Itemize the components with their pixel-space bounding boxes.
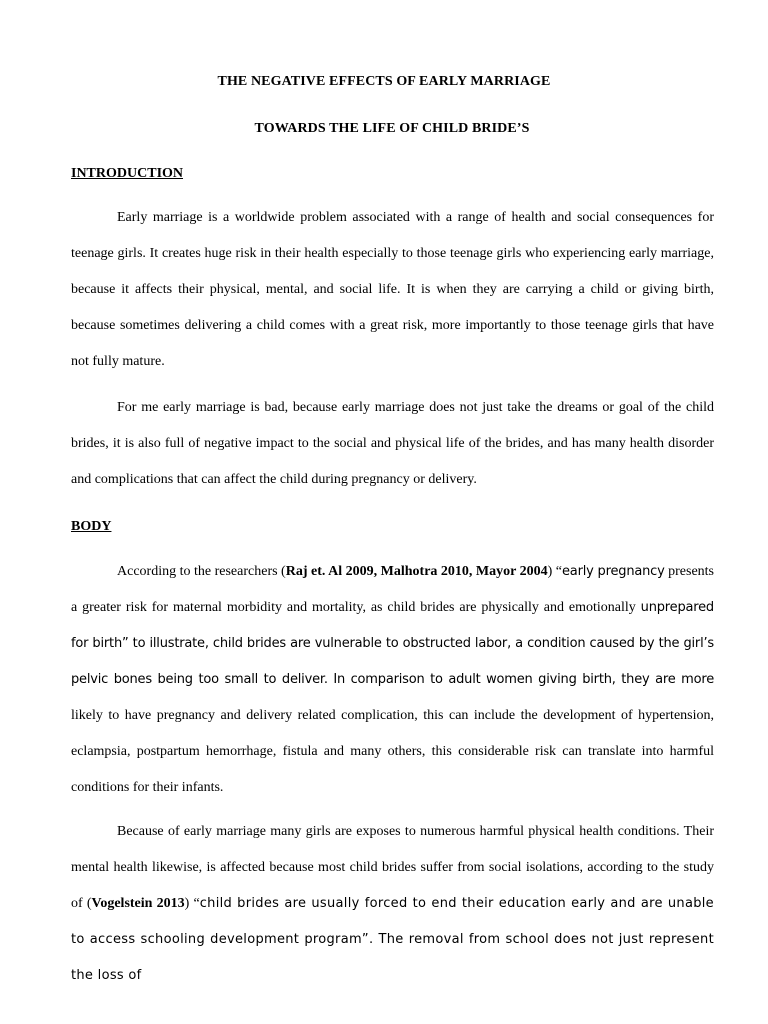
body-paragraph-1-lead: According to the researchers ( (117, 564, 286, 579)
quote-early-pregnancy: early pregnancy (562, 564, 665, 579)
citation-raj-malhotra-mayor: Raj et. Al 2009, Malhotra 2010, Mayor 2004 (285, 564, 548, 579)
body-paragraph-1-quote-rest: unprepared for birth” to illustrate, child brides are vulnerable to obstructed labor, a condition caused by the girl’s pelvic bones being too small to deliver. In comparison to adult women giving birth, they are more (71, 600, 714, 687)
body-paragraph-2-lead: Because of early marriage many girls are exposes to numerous harmful physical health conditions. Their mental health likewise, is affected because most child brides suffer from social isolations, according to the study of ( (71, 824, 714, 911)
intro-paragraph-1: Early marriage is a worldwide problem associated with a range of health and social consequences for teenage girls. It creates huge risk in their health especially to those teenage girls who experiencing early marriage, because it affects their physical, mental, and social life. It is when they are carrying a child or giving birth, because sometimes delivering a child comes with a great risk, more importantly to those teenage girls that have not fully mature. (71, 210, 714, 369)
body-paragraph-2-after-citation: ) “ (184, 896, 200, 911)
document-title: THE NEGATIVE EFFECTS OF EARLY MARRIAGE (217, 74, 551, 89)
citation-vogelstein: Vogelstein 2013 (91, 896, 185, 911)
body-paragraph-1-after-citation: ) “ (547, 564, 562, 579)
body-paragraph-2 (71, 814, 714, 994)
quote-child-brides-education: child brides are usually forced to end their education early and are unable to access schooling development program”. The removal from school does not just represent the loss of (71, 896, 714, 983)
document-subtitle: TOWARDS THE LIFE OF CHILD BRIDE’S (254, 121, 530, 136)
body-paragraph-1 (71, 554, 714, 806)
introduction-heading: INTRODUCTION (71, 166, 184, 181)
body-paragraph-1-tail: likely to have pregnancy and delivery related complication, this can include the development of hypertension, eclampsia, postpartum hemorrhage, fistula and many others, this considerable risk can translate into harmful conditions for their infants. (71, 708, 714, 795)
body-paragraph-1-middle: presents a greater risk for maternal morbidity and mortality, as child brides are physically and emotionally (71, 564, 714, 615)
body-heading: BODY (71, 519, 112, 534)
intro-paragraph-2: For me early marriage is bad, because early marriage does not just take the dreams or goal of the child brides, it is also full of negative impact to the social and physical life of the brides, and has many health disorder and complications that can affect the child during pregnancy or delivery. (71, 400, 714, 487)
